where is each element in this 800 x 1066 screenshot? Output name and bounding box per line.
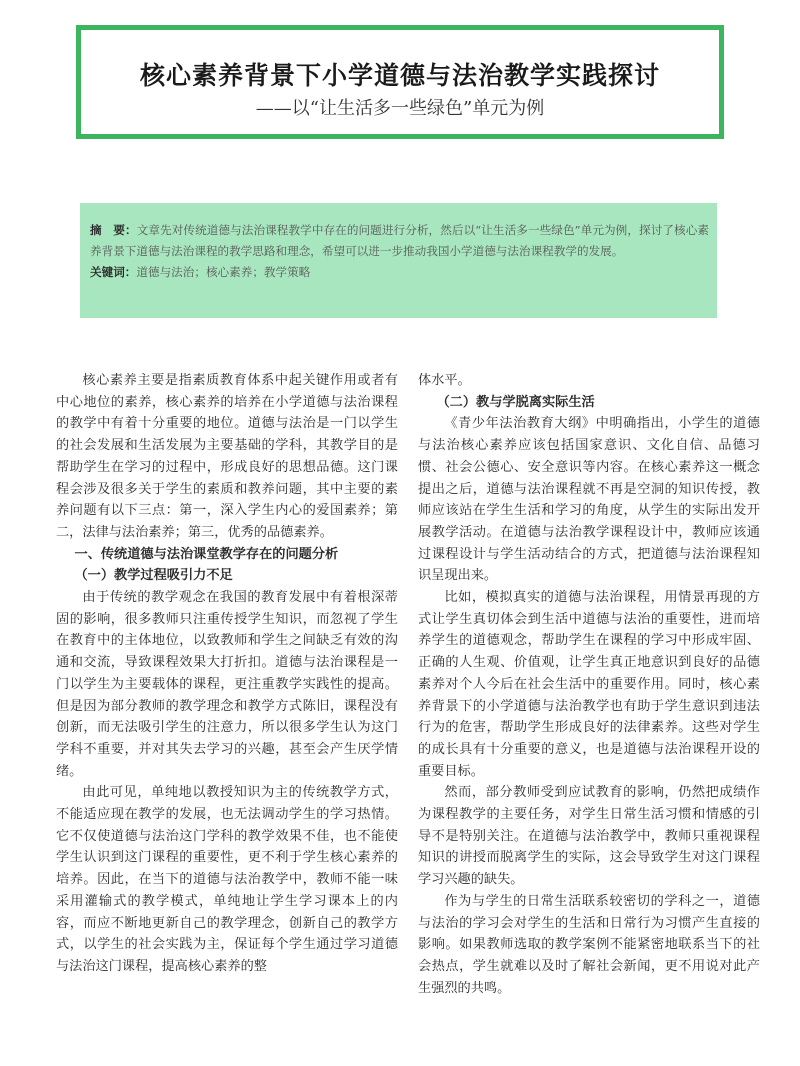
paragraph: 然而，部分教师受到应试教育的影响，仍然把成绩作为课程教学的主要任务，对学生日常生活习惯和情感的引导不是特别关注。在道德与法治教学中，教师只重视课程知识的讲授而脱离学生的实际，这会导致学生对这门课程学习兴趣的缺失。 (418, 785, 760, 888)
paragraph: 《青少年法治教育大纲》中明确指出，小学生的道德与法治核心素养应该包括国家意识、文化自信、品德习惯、社会公德心、安全意识等内容。在核心素养这一概念提出之后，道德与法治课程就不再是空洞的知识传授，教师应该站在学生生活和学习的角度，从学生的实际出发开展教学活动。在道德与法治教学课程设计中，教师应该通过课程设计与学生活动结合的方式，把道德与法治课程知识呈现出来。 (418, 416, 760, 584)
right-column (418, 370, 760, 999)
continuation-text: 体水平。 (418, 373, 471, 388)
abstract-box (80, 203, 717, 318)
article-subtitle: ——以“让生活多一些绿色”单元为例 (255, 98, 545, 119)
intro-paragraph: 核心素养主要是指素质教育体系中起关键作用或者有中心地位的素养，核心素养的培养在小学道德与法治课程的教学中有着十分重要的地位。道德与法治是一门以学生的社会发展和生活发展为主要基础的学科，其教学目的是帮助学生在学习的过程中，形成良好的思想品德。这门课程会涉及很多关于学生的素质和教养问题，其中主要的素养问题有以下三点：第一，深入学生内心的爱国素养；第二，法律与法治素养；第三，优秀的品德素养。 (56, 373, 398, 540)
keywords-text: 道德与法治；核心素养；教学策略 (136, 265, 311, 279)
title-frame (76, 25, 724, 139)
paragraph: 由此可见，单纯地以教授知识为主的传统教学方式，不能适应现在教学的发展，也无法调动学生的学习热情。它不仅使道德与法治这门学科的教学效果不佳，也不能使学生认识到这门课程的重要性，更不利于学生核心素养的培养。因此，在当下的道德与法治教学中，教师不能一味采用灌输式的教学模式，单纯地让学生学习课本上的内容，而应不断地更新自己的教学理念，创新自己的教学方式，以学生的社会实践为主，保证每个学生通过学习道德与法治这门课程，提高核心素养的整 (56, 785, 398, 974)
section-heading-1: 一、传统道德与法治课堂教学存在的问题分析 (74, 546, 339, 562)
keywords (90, 262, 709, 283)
paragraph: 比如，模拟真实的道德与法治课程，用情景再现的方式让学生真切体会到生活中道德与法治的重要性，进而培养学生的道德观念，帮助学生在课程的学习中形成牢固、正确的人生观、价值观，让学生真正地意识到良好的品德素养对个人今后在社会生活中的重要作用。同时，核心素养背景下的小学道德与法治教学也有助于学生意识到违法行为的危害，帮助学生形成良好的法律素养。这些对学生的成长具有十分重要的意义，也是道德与法治课程开设的重要目标。 (418, 590, 760, 779)
paragraph: 作为与学生的日常生活联系较密切的学科之一，道德与法治的学习会对学生的生活和日常行为习惯产生直接的影响。如果教师选取的教学案例不能紧密地联系当下的社会热点，学生就难以及时了解社会新闻，更不用说对此产生强烈的共鸣。 (418, 893, 760, 996)
abstract (90, 220, 709, 262)
subsection-heading-2: （二）教与学脱离实际生活 (436, 394, 595, 410)
subsection-heading-1: （一）教学过程吸引力不足 (74, 568, 233, 584)
keywords-label: 关键词： (90, 265, 137, 279)
article-title: 核心素养背景下小学道德与法治教学实践探讨 (139, 61, 660, 90)
abstract-text: 文章先对传统道德与法治课程教学中存在的问题进行分析，然后以“让生活多一些绿色”单元为例，探讨了核心素养背景下道德与法治课程的教学思路和理念，希望可以进一步推动我国小学道德与法治课程教学的发展。 (90, 223, 709, 258)
paragraph: 由于传统的教学观念在我国的教育发展中有着根深蒂固的影响，很多教师只注重传授学生知识，而忽视了学生在教育中的主体地位，以致教师和学生之间缺乏有效的沟通和交流，导致课程效果大打折扣。道德与法治课程是一门以学生为主要载体的课程，更注重教学实践性的提高。但是因为部分教师的教学理念和教学方式陈旧，课程没有创新，而无法吸引学生的注意力，所以很多学生认为这门学科不重要，并对其失去学习的兴趣，甚至会产生厌学情绪。 (56, 590, 398, 779)
left-column (56, 370, 398, 978)
abstract-label: 摘 要： (90, 223, 137, 237)
